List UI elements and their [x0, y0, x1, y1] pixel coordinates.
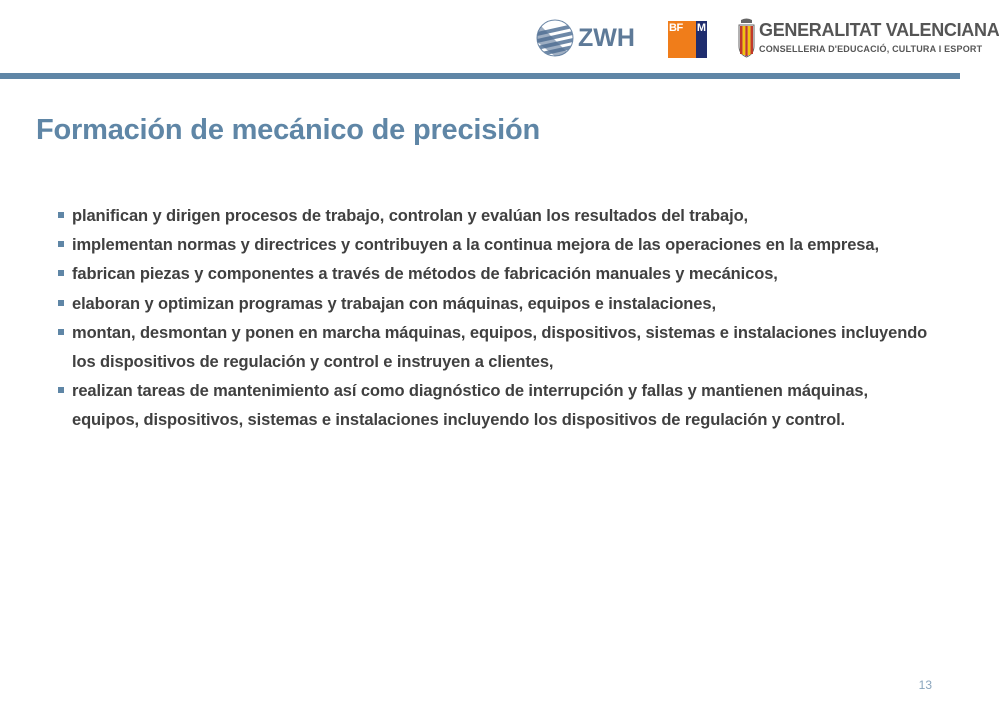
header-divider: [0, 73, 960, 79]
bullet-list: [58, 202, 938, 436]
zwh-logo-text: ZWH: [578, 23, 635, 52]
bullet-text: elaboran y optimizan programas y trabajan con máquinas, equipos e instalaciones,: [72, 294, 716, 313]
bullet-text: realizan tareas de mantenimiento así como diagnóstico de interrupción y fallas y mantienen máquinas, equipos, dispositivos, sistemas e instalaciones incluyendo los dispositivos de regulación y control.: [72, 382, 868, 430]
bfm-logo-m: M: [696, 22, 706, 34]
generalitat-subtitle: CONSELLERIA D'EDUCACIÓ, CULTURA I ESPORT: [759, 44, 983, 54]
square-bullet-icon: [58, 387, 64, 393]
bullet-text: implementan normas y directrices y contribuyen a la continua mejora de las operaciones en la empresa,: [72, 236, 879, 255]
page-number: 13: [918, 678, 932, 692]
slide-title: Formación de mecánico de precisión: [36, 114, 541, 146]
bullet-item: [58, 202, 938, 231]
bullet-item: [58, 377, 938, 435]
square-bullet-icon: [58, 300, 64, 306]
square-bullet-icon: [58, 329, 64, 335]
bfm-logo: [668, 21, 707, 58]
bullet-item: [58, 231, 938, 260]
generalitat-shield-icon: [737, 18, 756, 58]
square-bullet-icon: [58, 270, 64, 276]
bullet-text: montan, desmontan y ponen en marcha máquinas, equipos, dispositivos, sistemas e instalaciones incluyendo los dispositivos de regulación y control e instruyen a clientes,: [72, 323, 928, 372]
bullet-text: planifican y dirigen procesos de trabajo, controlan y evalúan los resultados del trabajo,: [72, 207, 749, 225]
generalitat-title: GENERALITAT VALENCIANA: [759, 20, 999, 40]
bullet-item: [58, 319, 938, 377]
bullet-text: fabrican piezas y componentes a través de métodos de fabricación manuales y mecánicos,: [72, 265, 778, 284]
bullet-item: [58, 290, 938, 319]
logo-bar: [0, 0, 999, 72]
square-bullet-icon: [58, 241, 64, 247]
square-bullet-icon: [58, 212, 64, 218]
bfm-logo-letters: BF: [669, 22, 683, 34]
zwh-logo: [536, 16, 635, 60]
bullet-item: [58, 260, 938, 289]
zwh-sphere-icon: [536, 19, 574, 57]
